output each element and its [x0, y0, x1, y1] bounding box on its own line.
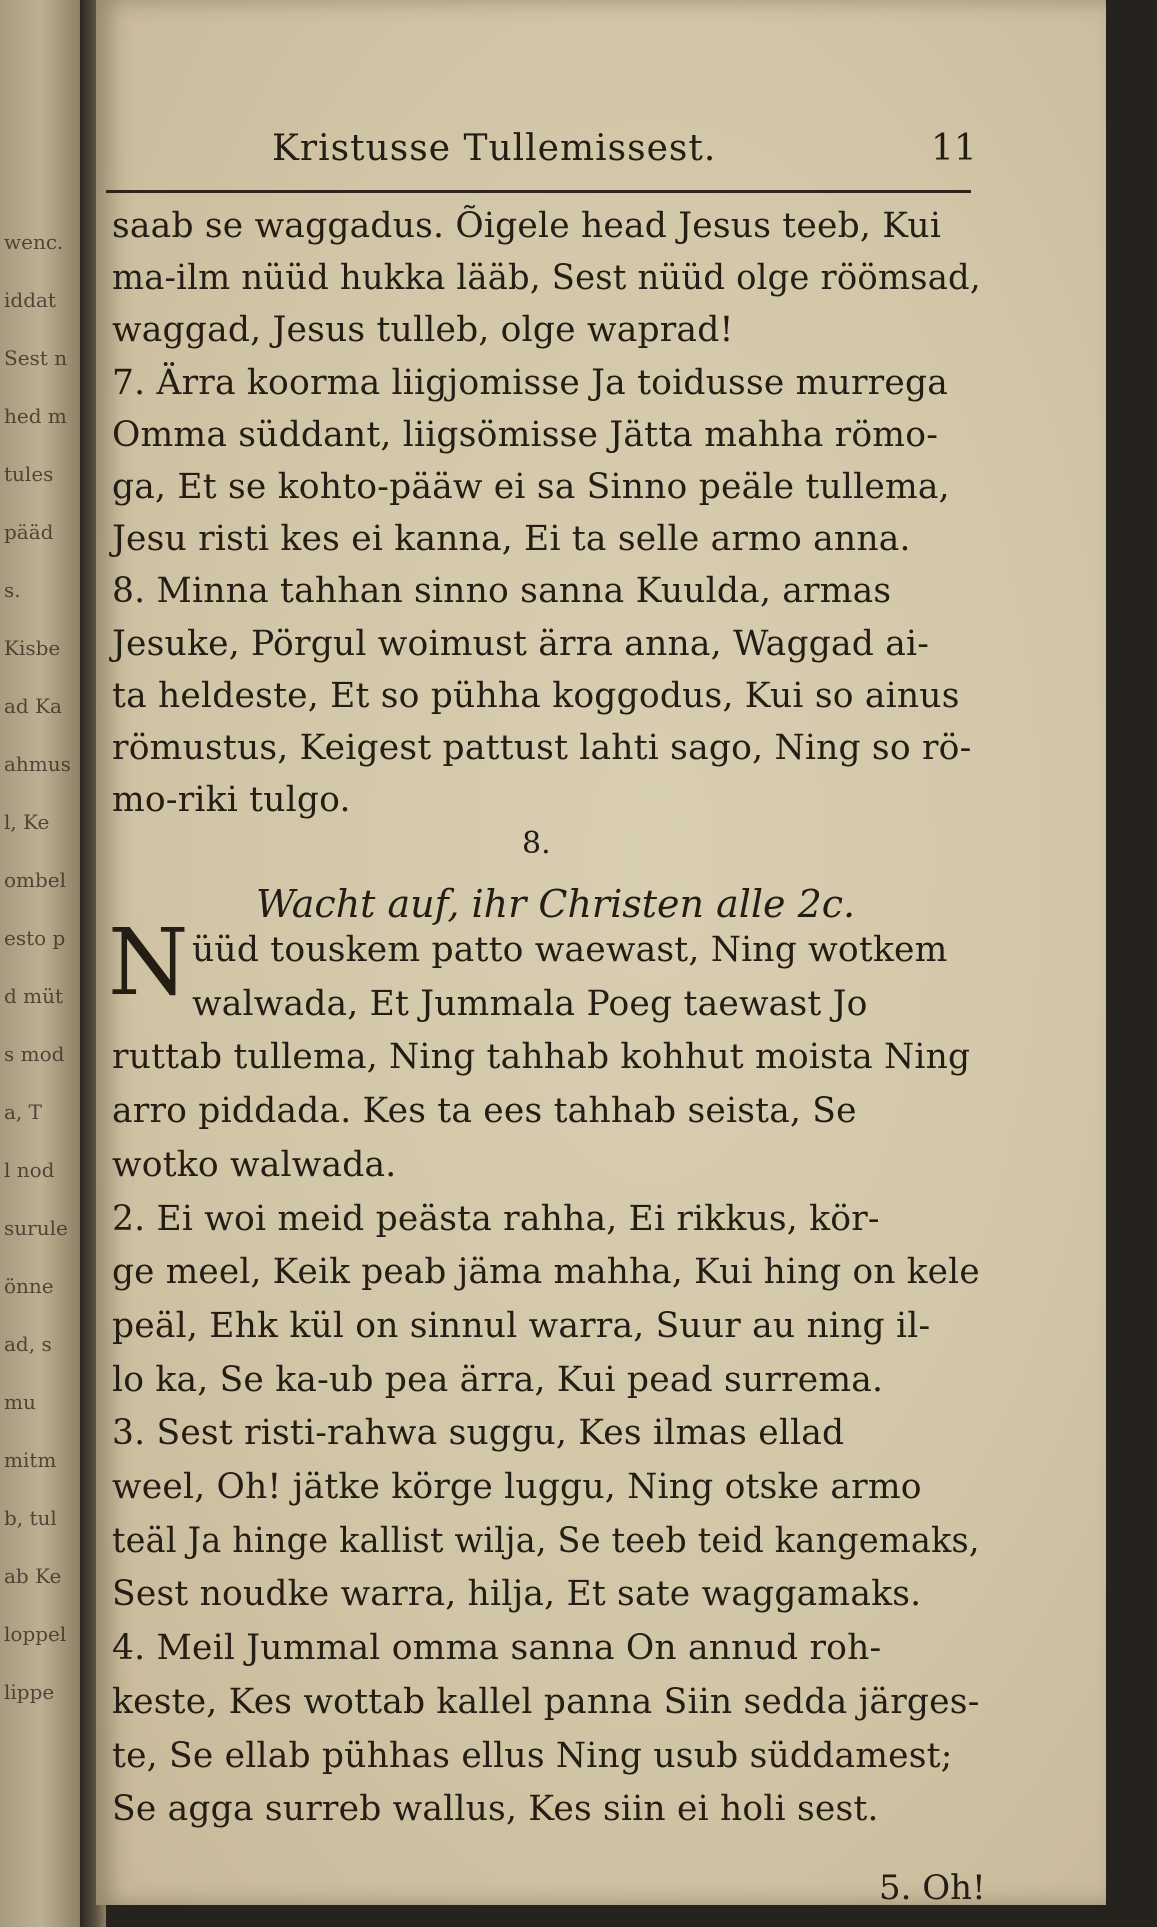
book-page — [96, 0, 1106, 1908]
verse-line: walwada, Et Jummala Poeg taewast Jo — [192, 983, 868, 1024]
left-page-fragment: l nod — [4, 1158, 55, 1182]
verse-line: saab se waggadus. Õigele head Jesus teeb, Kui — [112, 206, 942, 246]
left-page-fragment: s mod — [4, 1042, 65, 1066]
left-page-fragment: s. — [4, 578, 21, 602]
verse-line: weel, Oh! jätke körge luggu, Ning otske armo — [112, 1467, 922, 1507]
verse-line: 3. Sest risti-rahwa suggu, Kes ilmas ellad — [112, 1413, 845, 1454]
verse-line: wotko walwada. — [112, 1144, 397, 1185]
catchword: 5. Oh! — [879, 1868, 986, 1908]
left-page-fragment: l, Ke — [4, 810, 50, 834]
left-page-fragment: Kisbe — [4, 636, 61, 660]
left-page-fragment: mu — [4, 1390, 36, 1414]
verse-line: keste, Kes wottab kallel panna Siin sedda järges- — [112, 1681, 980, 1722]
verse-line: peäl, Ehk kül on sinnul warra, Suur au ning il- — [112, 1305, 931, 1346]
left-page-fragment: tules — [4, 462, 54, 486]
verse-line: 7. Ärra koorma liigjomisse Ja toidusse murrega — [112, 362, 949, 403]
left-page-fragment: ad Ka — [4, 694, 62, 718]
left-page-fragment: ad, s — [4, 1332, 52, 1356]
verse-line: Omma süddant, liigsömisse Jätta mahha römo- — [112, 414, 939, 455]
verse-line: waggad, Jesus tulleb, olge waprad! — [112, 310, 734, 351]
verse-line: Se agga surreb wallus, Kes siin ei holi sest. — [112, 1789, 879, 1830]
verse-line: te, Se ellab pühhas ellus Ning usub süddamest; — [112, 1735, 953, 1776]
left-page-fragment: ab Ke — [4, 1564, 62, 1588]
left-page-fragment: önne — [4, 1274, 54, 1298]
drop-cap: N — [108, 909, 189, 1016]
left-page-fragment: hed m — [4, 404, 67, 428]
verse-line: lo ka, Se ka-ub pea ärra, Kui pead surrema. — [112, 1359, 884, 1400]
verse-line: 8. Minna tahhan sinno sanna Kuulda, armas — [112, 571, 892, 612]
left-page-fragment: b, tul — [4, 1506, 57, 1530]
verse-line: 4. Meil Jummal omma sanna On annud roh- — [112, 1628, 882, 1669]
left-page-fragment: d müt — [4, 984, 64, 1008]
left-page-fragment: iddat — [4, 288, 56, 312]
left-page-fragment: mitm — [4, 1448, 57, 1472]
left-page-fragment: lippe — [4, 1680, 55, 1704]
verse-line: teäl Ja hinge kallist wilja, Se teeb teid kangemaks, — [112, 1520, 980, 1561]
verse-line: arro piddada. Kes ta ees tahhab seista, Se — [112, 1091, 857, 1132]
head-rule — [106, 190, 971, 193]
verse-line: Jesuke, Pörgul woimust ärra anna, Waggad ai- — [112, 623, 930, 664]
verse-line: üüd touskem patto waewast, Ning wotkem — [192, 930, 948, 970]
left-page-fragment: wenc. — [4, 230, 64, 254]
hymn-number: 8. — [522, 826, 551, 861]
running-head: Kristusse Tullemissest. — [272, 128, 717, 169]
verse-line: Jesu risti kes ei kanna, Ei ta selle armo anna. — [112, 519, 911, 560]
verse-line: 2. Ei woi meid peästa rahha, Ei rikkus, kör- — [112, 1198, 880, 1239]
left-page-edge — [0, 0, 92, 1927]
verse-line: ta heldeste, Et so pühha koggodus, Kui so ainus — [112, 675, 960, 716]
verse-line: ga, Et se kohto-pääw ei sa Sinno peäle tullema, — [112, 467, 950, 507]
left-page-fragment: loppel — [4, 1622, 67, 1646]
verse-line: ma-ilm nüüd hukka lääb, Sest nüüd olge röömsad, — [112, 258, 981, 299]
verse-line: römustus, Keigest pattust lahti sago, Ning so rö- — [112, 728, 972, 768]
left-page-fragment: esto p — [4, 926, 66, 950]
hymn-title: Wacht auf, ihr Christen alle 2c. — [256, 882, 856, 926]
verse-line: ge meel, Keik peab jäma mahha, Kui hing on kele — [112, 1252, 980, 1293]
left-page-fragment: Sest n — [4, 346, 68, 370]
left-page-fragment: surule — [4, 1216, 68, 1240]
verse-line: mo-riki tulgo. — [112, 780, 351, 821]
left-page-fragment: a, T — [4, 1100, 42, 1124]
left-page-fragment: ombel — [4, 868, 67, 892]
left-page-fragment: ahmus — [4, 752, 71, 776]
page-number: 11 — [931, 128, 977, 169]
verse-line: Sest noudke warra, hilja, Et sate waggamaks. — [112, 1574, 922, 1615]
left-page-fragment: pääd — [4, 520, 54, 544]
verse-line: ruttab tullema, Ning tahhab kohhut moista Ning — [112, 1037, 971, 1078]
